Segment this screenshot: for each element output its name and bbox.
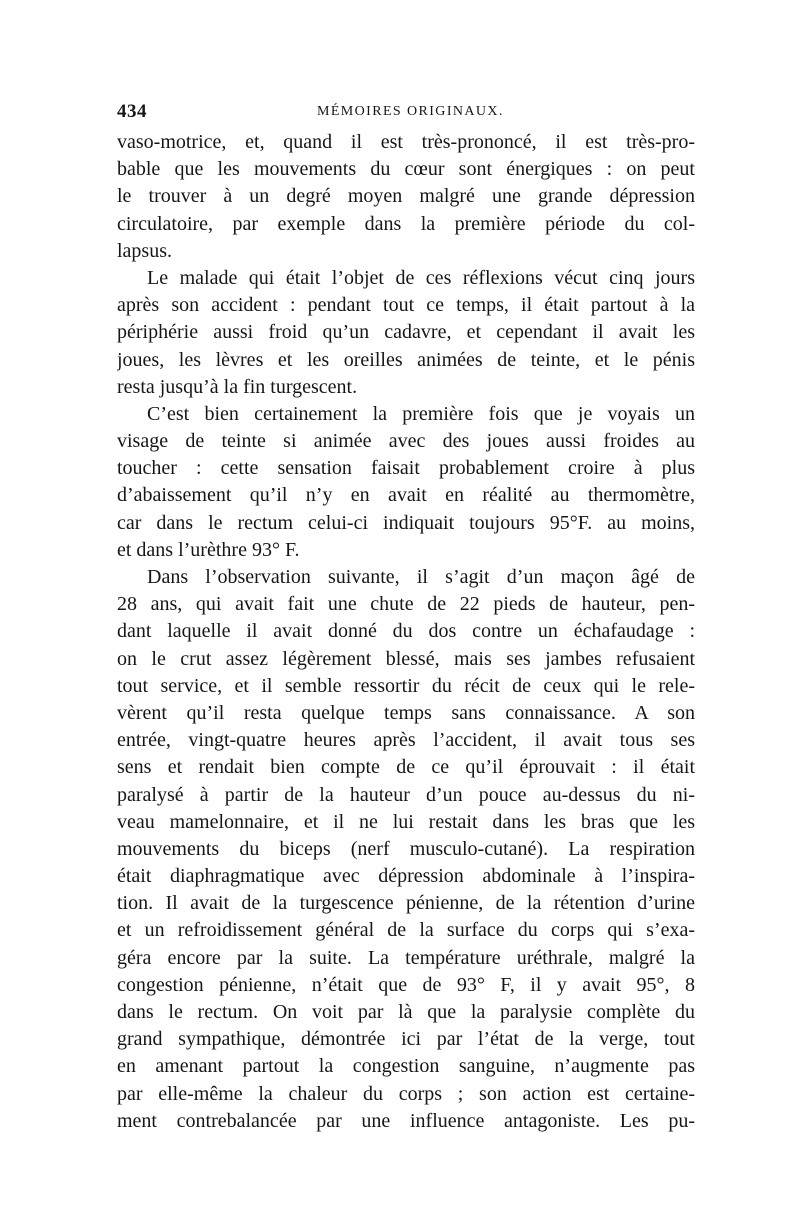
text-line: vaso-motrice, et, quand il est très-prononcé, il est très-pro- (117, 131, 695, 153)
text-line: 28 ans, qui avait fait une chute de 22 pieds de hauteur, pen- (117, 593, 695, 616)
running-title: MÉMOIRES ORIGINAUX. (317, 104, 504, 119)
text-line: lapsus. (117, 239, 172, 262)
page-header (117, 101, 692, 125)
text-line: circulatoire, par exemple dans la première période du col- (117, 212, 695, 235)
text-line: on le crut assez légèrement blessé, mais ses jambes refusaient (117, 647, 695, 670)
text-line: veau mamelonnaire, et il ne lui restait dans les bras que les (117, 810, 695, 833)
text-line: dant laquelle il avait donné du dos contre un échafaudage : (117, 620, 695, 643)
text-line: était diaphragmatique avec dépression abdominale à l’inspira- (117, 865, 695, 888)
page-number: 434 (117, 101, 147, 122)
text-line: resta jusqu’à la fin turgescent. (117, 375, 358, 398)
text-line: entrée, vingt-quatre heures après l’accident, il avait tous ses (117, 729, 695, 752)
text-line: car dans le rectum celui-ci indiquait toujours 95°F. au moins, (117, 511, 695, 534)
text-line: C’est bien certainement la première fois que je voyais un (147, 402, 695, 425)
text-line: tout service, et il semble ressortir du récit de ceux qui le rele- (117, 674, 695, 697)
text-line: Le malade qui était l’objet de ces réflexions vécut cinq jours (147, 266, 695, 289)
text-line: sens et rendait bien compte de ce qu’il éprouvait : il était (117, 756, 695, 779)
text-line: vèrent qu’il resta quelque temps sans connaissance. A son (117, 701, 695, 724)
text-line: après son accident : pendant tout ce temps, il était partout à la (117, 294, 695, 317)
text-line: congestion pénienne, n’était que de 93° F, il y avait 95°, 8 (117, 973, 695, 996)
text-line: géra encore par la suite. La température uréthrale, malgré la (117, 946, 695, 969)
text-line: visage de teinte si animée avec des joues aussi froides au (117, 430, 695, 453)
text-line: par elle-même la chaleur du corps ; son action est certaine- (117, 1082, 695, 1105)
text-line: grand sympathique, démontrée ici par l’état de la verge, tout (117, 1028, 695, 1051)
text-line: dans le rectum. On voit par là que la paralysie complète du (117, 1001, 695, 1023)
body-text (117, 129, 695, 1135)
text-line: et un refroidissement général de la surface du corps qui s’exa- (117, 919, 695, 942)
text-line: en amenant partout la congestion sanguine, n’augmente pas (117, 1055, 695, 1078)
text-line: et dans l’urèthre 93° F. (117, 538, 300, 561)
text-line: joues, les lèvres et les oreilles animées de teinte, et le pénis (117, 348, 695, 371)
text-line: ment contrebalancée par une influence antagoniste. Les pu- (117, 1109, 695, 1132)
text-line: Dans l’observation suivante, il s’agit d’un maçon âgé de (147, 566, 695, 588)
text-line: bable que les mouvements du cœur sont énergiques : on peut (117, 158, 695, 181)
text-line: mouvements du biceps (nerf musculo-cutané). La respiration (117, 837, 695, 860)
text-line: tion. Il avait de la turgescence pénienne, de la rétention d’urine (117, 892, 695, 915)
text-line: le trouver à un degré moyen malgré une grande dépression (117, 185, 695, 208)
text-line: toucher : cette sensation faisait probablement croire à plus (117, 457, 695, 480)
text-line: paralysé à partir de la hauteur d’un pouce au-dessus du ni- (117, 783, 695, 806)
text-line: périphérie aussi froid qu’un cadavre, et cependant il avait les (117, 321, 695, 344)
text-line: d’abaissement qu’il n’y en avait en réalité au thermomètre, (117, 484, 695, 507)
